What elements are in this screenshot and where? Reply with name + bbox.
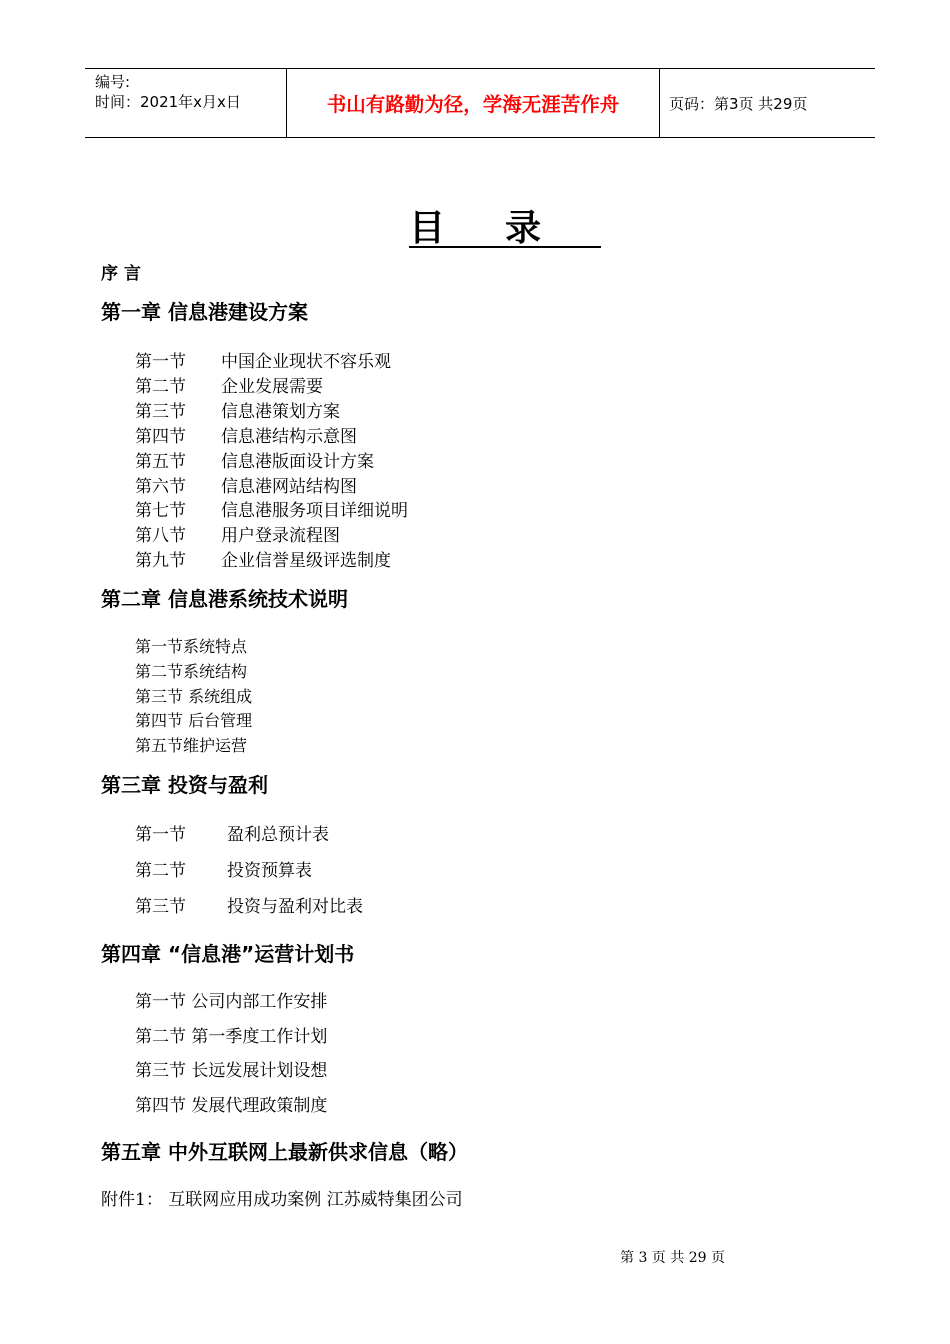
- toc-section: [135, 892, 363, 917]
- toc-section: 第三节 系统组成: [135, 686, 253, 706]
- toc-section: 第一节系统特点: [135, 637, 248, 656]
- chapter-heading: 第五章 中外互联网上最新供求信息（略）: [101, 1140, 468, 1164]
- section-title: 信息港网站结构图: [221, 476, 357, 497]
- section-title: 企业信誉星级评选制度: [221, 551, 391, 572]
- toc-section: [135, 372, 323, 397]
- header-divider: [659, 69, 660, 137]
- section-number: 第五节: [135, 451, 186, 472]
- chapter-heading: 第一章 信息港建设方案: [101, 300, 308, 324]
- toc-section: [135, 546, 391, 572]
- time-label: 时间：2021年x月x日: [95, 93, 241, 111]
- toc-section: 第三节 长远发展计划设想: [135, 1061, 328, 1082]
- toc-section: 第五节维护运营: [135, 736, 248, 756]
- section-number: 第六节: [135, 476, 186, 497]
- preface-heading: 序 言: [101, 264, 141, 284]
- chapter-heading: 第四章 “信息港”运营计划书: [101, 942, 355, 966]
- header-page-info: 页码：第3页 共29页: [669, 94, 808, 113]
- toc-section: [135, 856, 312, 881]
- section-number: 第二节: [135, 861, 186, 881]
- section-number: 第三节: [135, 897, 186, 917]
- number-label: 编号:: [95, 73, 131, 91]
- section-number: 第一节: [135, 825, 186, 845]
- toc-section: [135, 347, 391, 372]
- toc-section: [135, 820, 329, 845]
- section-title: 信息港结构示意图: [221, 426, 357, 447]
- section-number: 第八节: [135, 526, 186, 547]
- chapter-heading: 第二章 信息港系统技术说明: [101, 587, 348, 611]
- toc-section: [135, 472, 357, 497]
- section-number: 第四节: [135, 426, 186, 447]
- chapter-heading: 第三章 投资与盈利: [101, 773, 268, 797]
- page-footer: 第 3 页 共 29 页: [620, 1250, 725, 1266]
- section-title: 投资与盈利对比表: [227, 897, 363, 917]
- section-title: 盈利总预计表: [227, 825, 329, 845]
- toc-section: 第一节 公司内部工作安排: [135, 992, 328, 1012]
- toc-section: [135, 447, 374, 472]
- section-title: 信息港版面设计方案: [221, 451, 374, 472]
- toc-section: [135, 397, 340, 422]
- toc-section: [135, 496, 408, 522]
- attachment-line: 附件1： 互联网应用成功案例 江苏威特集团公司: [101, 1190, 463, 1210]
- section-title: 用户登录流程图: [221, 526, 340, 547]
- section-number: 第一节: [135, 352, 186, 372]
- toc-section: [135, 521, 340, 547]
- header-motto: 书山有路勤为径，学海无涯苦作舟: [326, 93, 620, 116]
- toc-section: 第二节系统结构: [135, 661, 248, 681]
- section-number: 第七节: [135, 501, 186, 522]
- toc-title: 目录: [408, 208, 601, 249]
- section-number: 第二节: [135, 376, 186, 397]
- section-title: 信息港服务项目详细说明: [221, 501, 408, 522]
- section-number: 第三节: [135, 401, 186, 422]
- section-title: 中国企业现状不容乐观: [221, 352, 391, 372]
- section-number: 第九节: [135, 551, 186, 572]
- toc-section: [135, 422, 357, 447]
- section-title: 企业发展需要: [221, 376, 323, 397]
- toc-section: 第四节 后台管理: [135, 711, 253, 731]
- document-header: [85, 68, 875, 138]
- toc-section: 第二节 第一季度工作计划: [135, 1026, 328, 1047]
- header-meta: [95, 72, 241, 112]
- section-title: 信息港策划方案: [221, 401, 340, 422]
- section-title: 投资预算表: [227, 861, 312, 881]
- toc-section: 第四节 发展代理政策制度: [135, 1096, 328, 1117]
